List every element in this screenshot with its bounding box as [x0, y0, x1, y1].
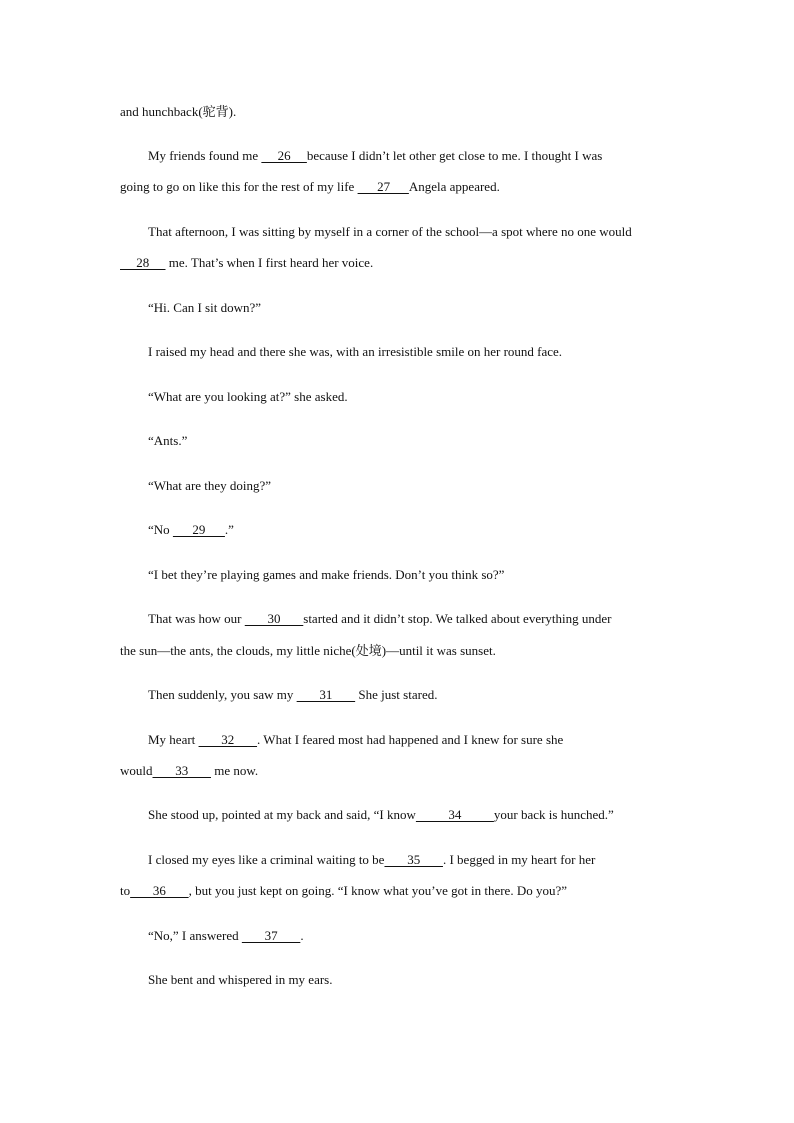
text-segment: would: [120, 763, 153, 778]
text-segment: .: [300, 928, 304, 943]
text-line: [148, 852, 637, 868]
text-line: [148, 567, 504, 583]
answer-blank: 26: [261, 148, 307, 163]
text-segment: My heart: [148, 732, 199, 747]
answer-blank: 32: [198, 732, 258, 747]
text-segment: Angela appeared.: [408, 179, 500, 194]
text-line: [148, 611, 657, 627]
text-segment: She bent and whispered in my ears.: [148, 972, 333, 987]
text-line: [120, 255, 373, 271]
text-line: [148, 972, 332, 988]
text-line: [120, 883, 570, 899]
text-segment: . What I feared most had happened and I knew for sure she: [257, 732, 564, 747]
text-line: [148, 300, 261, 316]
answer-blank: 36: [130, 883, 189, 898]
text-segment: “I bet they’re playing games and make friends. Don’t you think so?”: [148, 567, 505, 582]
text-segment: , but you just kept on going. “I know what you’ve got in there. Do you?”: [188, 883, 568, 898]
text-segment: “No,” I answered: [148, 928, 242, 943]
answer-blank: 27: [357, 179, 409, 194]
text-segment: I raised my head and there she was, with an irresistible smile on her round face.: [148, 344, 563, 359]
text-line: [148, 433, 187, 449]
text-line: [148, 224, 670, 240]
text-segment: Then suddenly, you saw my: [148, 687, 297, 702]
text-line: [148, 928, 304, 944]
text-segment: I closed my eyes like a criminal waiting to be: [148, 852, 385, 867]
text-line: [148, 478, 271, 494]
text-segment: “Ants.”: [148, 433, 188, 448]
answer-blank: 34: [415, 807, 494, 822]
text-segment: and hunchback(驼背).: [120, 104, 237, 119]
text-segment: . I begged in my heart for her: [442, 852, 596, 867]
text-segment: She stood up, pointed at my back and said, “I know: [148, 807, 416, 822]
text-line: [120, 643, 496, 659]
text-segment: My friends found me: [148, 148, 262, 163]
text-segment: .”: [224, 522, 234, 537]
answer-blank: 35: [384, 852, 443, 867]
text-segment: to: [120, 883, 131, 898]
answer-blank: 30: [244, 611, 304, 626]
text-segment: “What are they doing?”: [148, 478, 272, 493]
text-segment: going to go on like this for the rest of my life: [120, 179, 358, 194]
text-segment: the sun—the ants, the clouds, my little niche(处境)—until it was sunset.: [120, 643, 496, 658]
text-segment: started and it didn’t stop. We talked about everything under: [303, 611, 612, 626]
text-segment: your back is hunched.”: [493, 807, 614, 822]
text-segment: me. That’s when I first heard her voice.: [165, 255, 374, 270]
text-line: [148, 389, 348, 405]
text-line: [148, 522, 234, 538]
text-line: [148, 148, 675, 164]
text-segment: “No: [148, 522, 173, 537]
text-line: [148, 807, 650, 823]
text-line: [148, 687, 437, 703]
answer-blank: 31: [296, 687, 356, 702]
text-line: [148, 732, 604, 748]
answer-blank: 29: [172, 522, 225, 537]
text-line: [148, 344, 562, 360]
answer-blank: 33: [152, 763, 211, 778]
text-segment: because I didn’t let other get close to me. I thought I was: [306, 148, 603, 163]
text-segment: She just stared.: [355, 687, 438, 702]
answer-blank: 28: [120, 255, 166, 270]
text-segment: me now.: [211, 763, 259, 778]
text-segment: That afternoon, I was sitting by myself in a corner of the school—a spot where no one would: [148, 224, 632, 239]
text-segment: “Hi. Can I sit down?”: [148, 300, 262, 315]
text-line: [120, 179, 500, 195]
text-segment: “What are you looking at?” she asked.: [148, 389, 348, 404]
text-line: [120, 763, 258, 779]
text-line: [120, 104, 236, 120]
text-segment: That was how our: [148, 611, 245, 626]
answer-blank: 37: [241, 928, 301, 943]
